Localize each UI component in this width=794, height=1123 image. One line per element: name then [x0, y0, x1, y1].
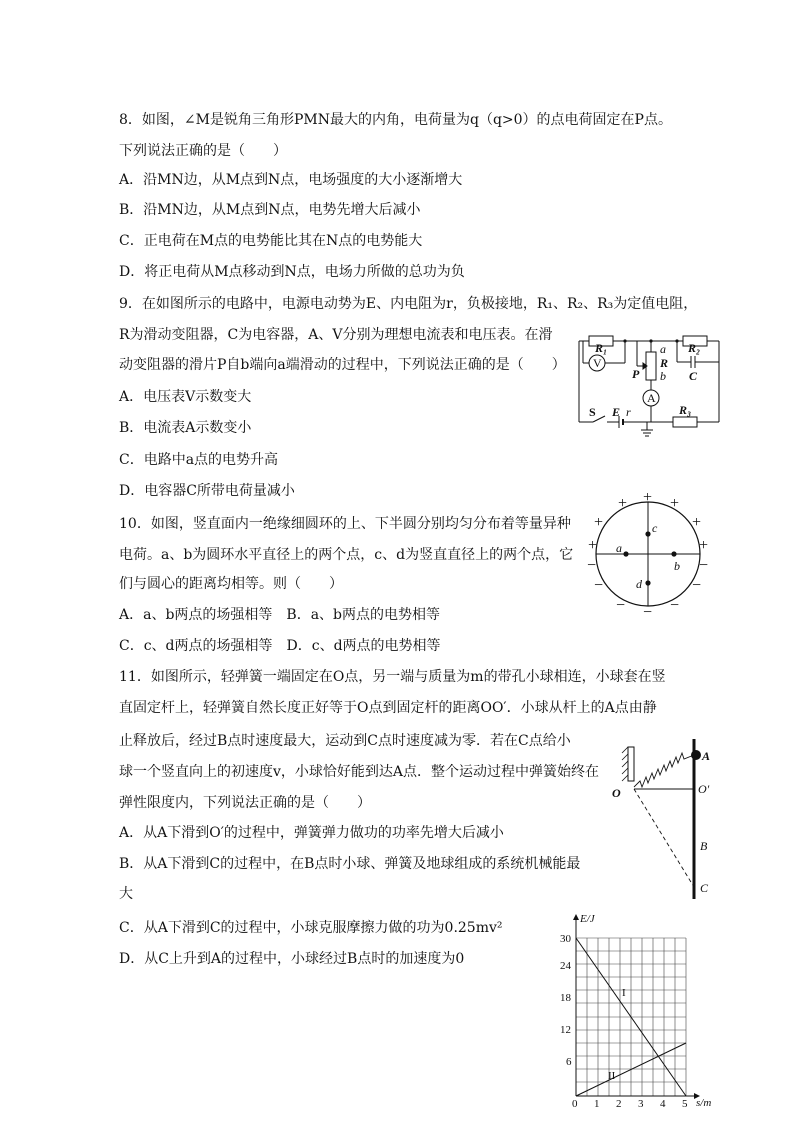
label-r1: R₁ — [595, 341, 608, 355]
ring-charge-minus-6: − — [692, 577, 702, 594]
ring-charge-minus-1: − — [587, 557, 597, 574]
graph-line-label-i: I — [622, 987, 626, 999]
label-v: V — [593, 356, 602, 370]
q9-option-a: A．电压表V示数变大 — [119, 389, 252, 405]
ring-charge-minus-4: − — [643, 604, 653, 621]
circuit-diagram — [575, 330, 725, 440]
q11-stem-line-3: 止释放后，经过B点时速度最大，运动到C点时速度减为零．若在C点给小 — [119, 733, 571, 749]
ring-charge-plus-1: + — [588, 537, 598, 554]
spring-label-a: A — [702, 749, 711, 763]
spring-label-o-prime: O′ — [698, 782, 710, 796]
q9-option-d: D．电容器C所带电荷量减小 — [119, 483, 295, 499]
spring-label-b: B — [700, 839, 708, 853]
q9-stem-line-3: 动变阻器的滑片P自b端向a端滑动的过程中，下列说法正确的是（ ） — [119, 357, 566, 373]
ring-point-d: d — [636, 577, 642, 591]
graph-xlabel: s/m — [696, 1097, 712, 1109]
q11-option-d: D．从C上升到A的过程中，小球经过B点时的加速度为0 — [119, 951, 465, 967]
label-a-point: a — [660, 342, 666, 356]
y-tick-18: 18 — [560, 992, 571, 1004]
x-tick-1: 1 — [594, 1098, 600, 1110]
q9-option-b: B．电流表A示数变小 — [119, 420, 252, 436]
q11-stem-line-1: 11．如图所示，轻弹簧一端固定在O点，另一端与质量为m的带孔小球相连，小球套在竖 — [119, 669, 666, 685]
ring-charge-plus-5: + — [670, 495, 680, 512]
spring-rod-diagram — [610, 735, 720, 903]
q11-option-b: B．从A下滑到C的过程中，在B点时小球、弹簧及地球组成的系统机械能最 — [119, 856, 581, 872]
spring-label-c: C — [700, 881, 709, 895]
q8-option-d: D．将正电荷从M点移动到N点，电场力所做的总功为负 — [119, 264, 465, 280]
q10-stem-line-2: 电荷。a、b为圆环水平直径上的两个点，c、d为竖直直径上的两个点，它 — [119, 547, 574, 563]
label-c: C — [689, 369, 698, 383]
q11-stem-line-5: 弹性限度内，下列说法正确的是（ ） — [119, 795, 371, 811]
q11-option-a: A．从A下滑到O′的过程中，弹簧弹力做功的功率先增大后减小 — [119, 825, 504, 841]
x-tick-5: 5 — [682, 1098, 688, 1110]
graph-ylabel: E/J — [580, 913, 595, 925]
ring-point-b: b — [674, 559, 680, 573]
label-ammeter: A — [647, 391, 656, 405]
q9-option-c: C．电路中a点的电势升高 — [119, 452, 279, 468]
ring-charge-plus-6: + — [692, 514, 702, 531]
q9-stem-line-2: R为滑动变阻器，C为电容器，A、V分别为理想电流表和电压表。在滑 — [119, 327, 553, 343]
x-tick-3: 3 — [638, 1098, 644, 1110]
q11-option-b-cont: 大 — [119, 886, 133, 902]
ring-charge-minus-7: − — [699, 557, 709, 574]
q8-option-c: C．正电荷在M点的电势能比其在N点的电势能大 — [119, 233, 423, 249]
q10-options-cd: C．c、d两点的场强相等 D．c、d两点的电势相等 — [119, 638, 441, 654]
q8-option-a: A．沿MN边，从M点到N点，电场强度的大小逐渐增大 — [119, 172, 463, 188]
ball-a-icon — [691, 750, 701, 760]
charged-ring-diagram — [582, 489, 714, 621]
ring-charge-plus-7: + — [699, 537, 709, 554]
y-tick-12: 12 — [560, 1024, 571, 1036]
q8-stem-line-2: 下列说法正确的是（ ） — [119, 143, 287, 159]
resistor-r3 — [673, 417, 697, 427]
label-s: S — [589, 405, 596, 419]
label-b-point: b — [660, 369, 666, 383]
ring-charge-plus-2: + — [594, 514, 604, 531]
q11-option-c: C．从A下滑到C的过程中，小球克服摩擦力做的功为0.25mv² — [119, 920, 503, 936]
ring-point-a: a — [616, 541, 622, 555]
label-e: E — [612, 405, 621, 419]
x-tick-2: 2 — [616, 1098, 622, 1110]
q11-stem-line-2: 直固定杆上，轻弹簧自然长度正好等于O点到固定杆的距离OO′．小球从杆上的A点由静 — [119, 700, 657, 716]
q9-stem-line-1: 9．在如图所示的电路中，电源电动势为E、内电阻为r，负极接地，R₁、R₂、R₃为定值电阻， — [119, 296, 698, 312]
q10-stem-line-1: 10．如图，竖直面内一绝缘细圆环的上、下半圆分别均匀分布着等量异种 — [119, 516, 571, 532]
y-tick-30: 30 — [560, 933, 571, 945]
ring-point-c: c — [652, 521, 658, 535]
ring-charge-minus-5: − — [670, 597, 680, 614]
q10-stem-line-3: 们与圆心的距离均相等。则（ ） — [119, 576, 343, 592]
spring-label-o: O — [612, 786, 621, 800]
q8-stem-line-1: 8．如图，∠M是锐角三角形PMN最大的内角，电荷量为q（q>0）的点电荷固定在P点。 — [119, 112, 672, 128]
graph-line-label-ii: II — [608, 1070, 616, 1082]
label-p: P — [632, 367, 640, 381]
label-r3: R₃ — [679, 403, 692, 417]
label-r2: R₂ — [688, 341, 701, 355]
ring-charge-plus-3: + — [618, 495, 628, 512]
label-r-internal: r — [626, 405, 631, 419]
q10-options-ab: A．a、b两点的场强相等 B．a、b两点的电势相等 — [119, 607, 441, 623]
label-r: R — [660, 356, 669, 370]
q11-stem-line-4: 球一个竖直向上的初速度v，小球恰好能到达A点．整个运动过程中弹簧始终在 — [119, 764, 600, 780]
ring-charge-plus-4: + — [643, 489, 653, 506]
y-tick-6: 6 — [566, 1056, 572, 1068]
ring-charge-minus-3: − — [616, 597, 626, 614]
energy-displacement-graph — [558, 910, 718, 1110]
y-tick-24: 24 — [560, 960, 571, 972]
spring-zigzag — [634, 753, 694, 787]
ring-charge-minus-2: − — [594, 577, 604, 594]
x-tick-0: 0 — [572, 1098, 578, 1110]
q8-option-b: B．沿MN边，从M点到N点，电势先增大后减小 — [119, 202, 421, 218]
x-tick-4: 4 — [660, 1098, 666, 1110]
